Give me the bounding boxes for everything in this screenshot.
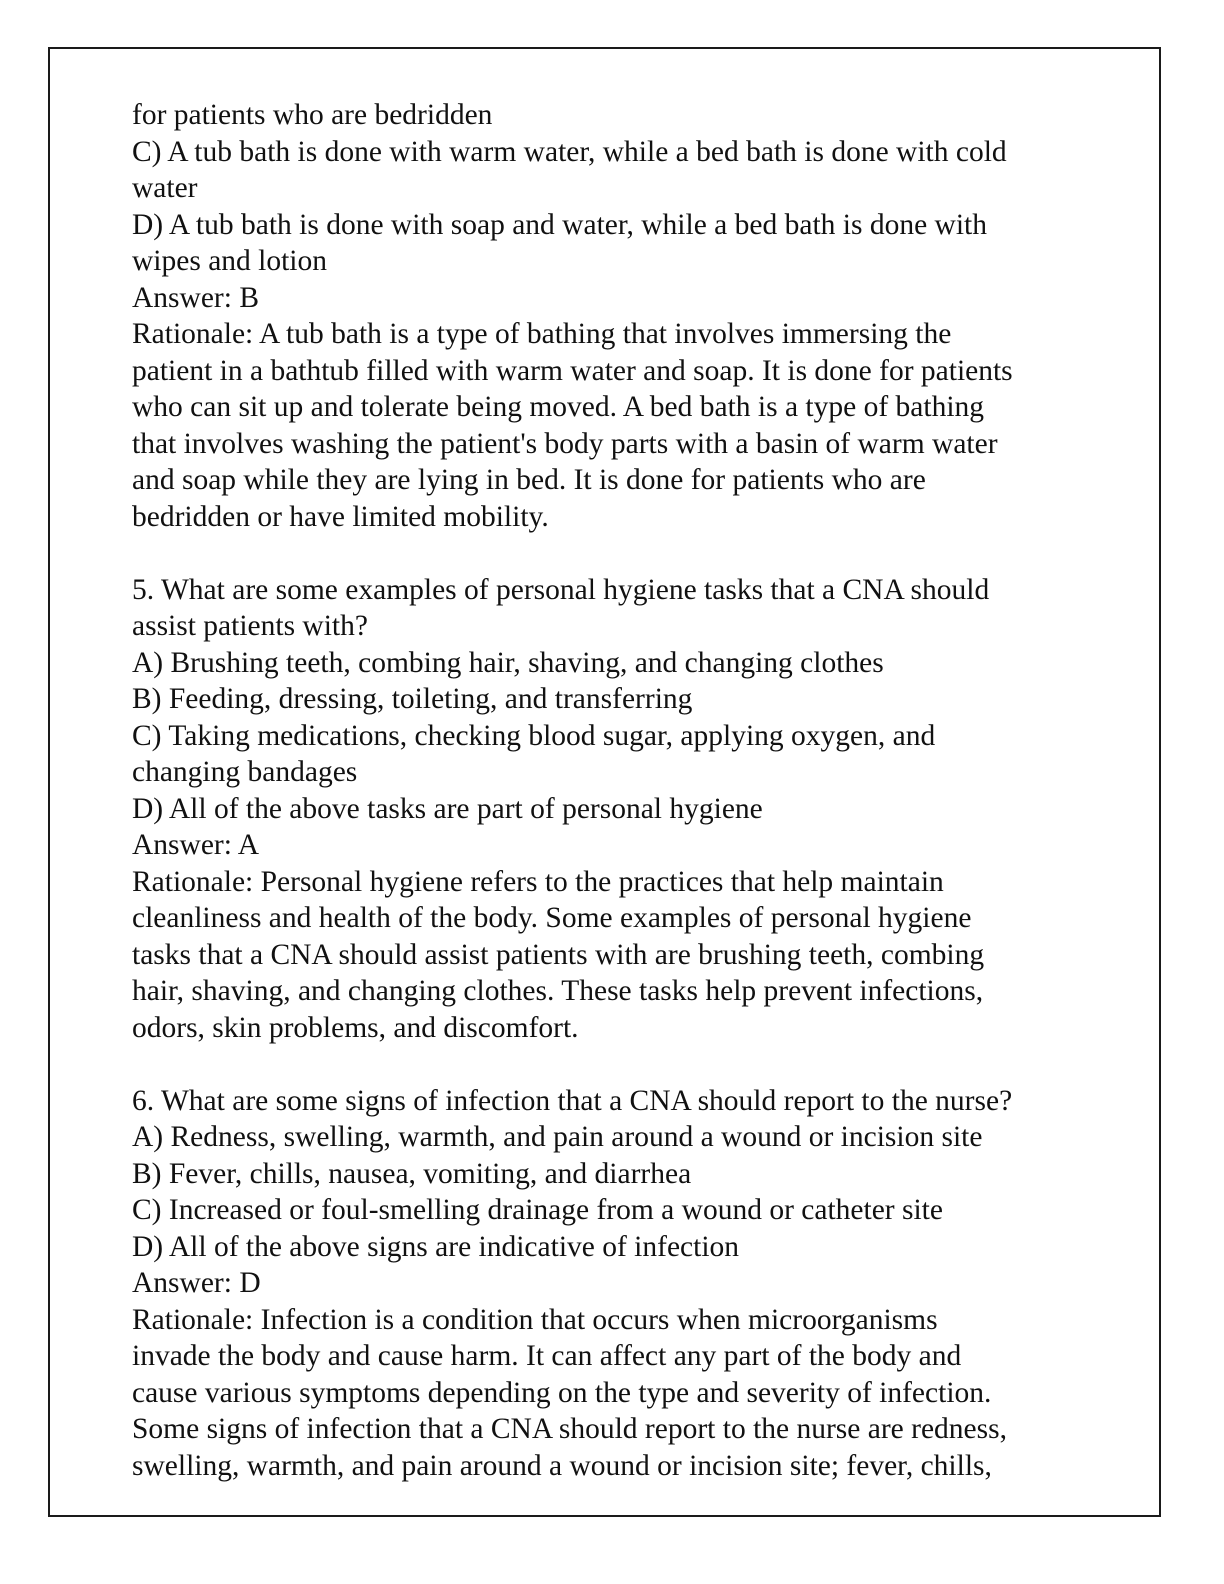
q6-question: 6. What are some signs of infection that a CNA should report to the nurse? [132, 1084, 1013, 1117]
q6-rationale-line: Some signs of infection that a CNA should report to the nurse are redness, [132, 1413, 1007, 1445]
q5-option-a: A) Brushing teeth, combing hair, shaving, and changing clothes [132, 646, 884, 679]
q5-answer: Answer: A [132, 829, 260, 861]
q6-answer: Answer: D [132, 1267, 261, 1299]
q4-rationale-line: patient in a bathtub filled with warm water and soap. It is done for patients [132, 354, 1013, 387]
question-5 [132, 572, 1122, 1047]
q6-option-a: A) Redness, swelling, warmth, and pain around a wound or incision site [132, 1121, 983, 1153]
q4-rationale-line: that involves washing the patient's body parts with a basin of warm water [132, 427, 998, 460]
q5-rationale-line: Rationale: Personal hygiene refers to the practices that help maintain [132, 865, 944, 898]
paragraph-gap [132, 1046, 1122, 1083]
q5-option-c: C) Taking medications, checking blood sugar, applying oxygen, and [132, 719, 936, 752]
q5-rationale-line: cleanliness and health of the body. Some examples of personal hygiene [132, 902, 972, 934]
q5-question: 5. What are some examples of personal hygiene tasks that a CNA should [132, 573, 990, 606]
q6-option-d: D) All of the above signs are indicative of infection [132, 1230, 740, 1263]
q4-rationale-line: who can sit up and tolerate being moved. A bed bath is a type of bathing [132, 391, 985, 423]
q4-answer: Answer: B [132, 281, 260, 314]
q6-rationale-line: cause various symptoms depending on the type and severity of infection. [132, 1376, 992, 1409]
question-6 [132, 1083, 1122, 1485]
q5-rationale-line: odors, skin problems, and discomfort. [132, 1011, 579, 1044]
q6-rationale-line: invade the body and cause harm. It can affect any part of the body and [132, 1340, 962, 1372]
q5-option-c-cont: changing bandages [132, 756, 358, 788]
q5-option-b: B) Feeding, dressing, toileting, and transferring [132, 683, 693, 715]
q5-question-cont: assist patients with? [132, 610, 368, 642]
q4-option-c-cont: water [132, 172, 198, 204]
q6-rationale-line: swelling, warmth, and pain around a wound or incision site; fever, chills, [132, 1449, 992, 1482]
q5-rationale-line: tasks that a CNA should assist patients with are brushing teeth, combing [132, 938, 985, 971]
q5-rationale-line: hair, shaving, and changing clothes. These tasks help prevent infections, [132, 975, 984, 1007]
q4-rationale-line: and soap while they are lying in bed. It is done for patients who are [132, 464, 926, 496]
q5-option-d: D) All of the above tasks are part of personal hygiene [132, 792, 763, 825]
document-body [132, 97, 1122, 1484]
q4-option-d-cont: wipes and lotion [132, 245, 328, 277]
q4-option-d: D) A tub bath is done with soap and water, while a bed bath is done with [132, 208, 987, 241]
q4-rationale-line: bedridden or have limited mobility. [132, 500, 549, 533]
q4-rationale-line: Rationale: A tub bath is a type of bathing that involves immersing the [132, 318, 952, 350]
q6-rationale-line: Rationale: Infection is a condition that occurs when microorganisms [132, 1303, 938, 1336]
q4-option-b-tail: for patients who are bedridden [132, 99, 493, 131]
question-4-continuation [132, 97, 1122, 535]
q6-option-b: B) Fever, chills, nausea, vomiting, and diarrhea [132, 1157, 692, 1190]
q4-option-c: C) A tub bath is done with warm water, while a bed bath is done with cold [132, 135, 1007, 168]
q6-option-c: C) Increased or foul-smelling drainage from a wound or catheter site [132, 1194, 943, 1226]
paragraph-gap [132, 535, 1122, 572]
